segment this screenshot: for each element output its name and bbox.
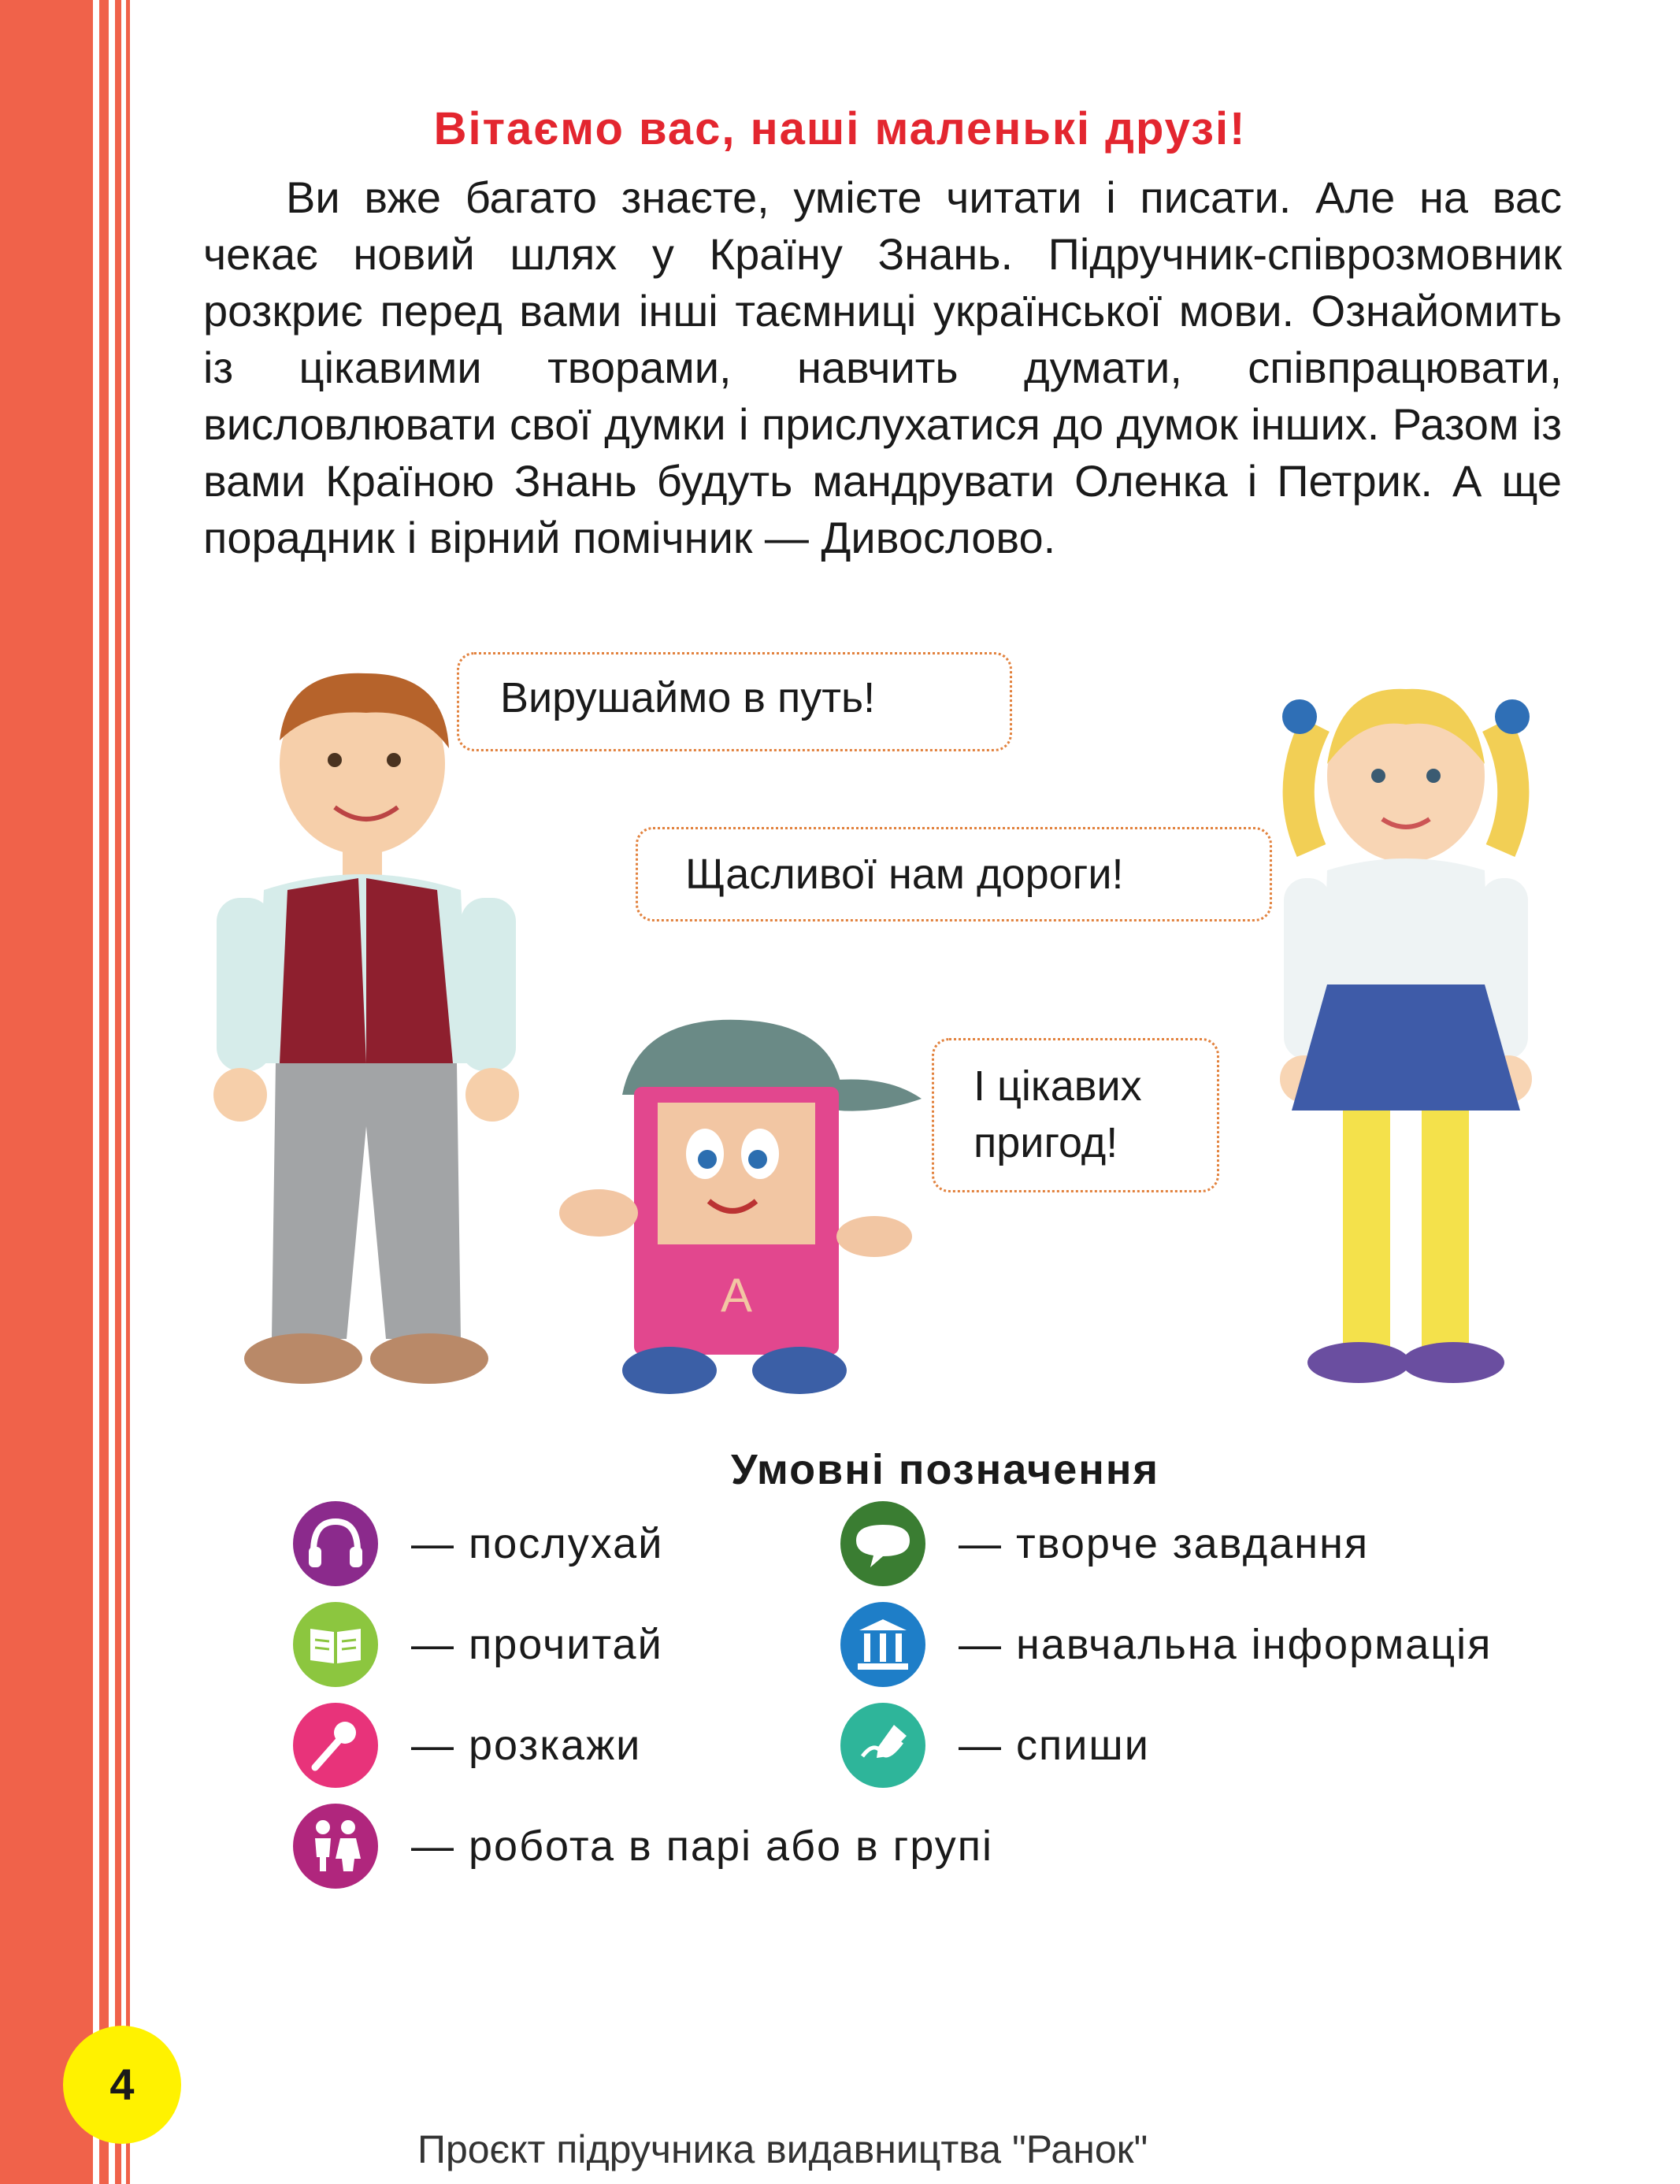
side-stripe	[99, 0, 109, 2184]
footer-note: Проєкт підручника видавництва "Ранок"	[417, 2127, 1148, 2171]
legend-text: — робота в парі або в групі	[411, 1822, 994, 1870]
speech-text-line2: пригод!	[974, 1119, 1118, 1166]
girl-illustration	[1252, 669, 1559, 1394]
boy-illustration	[201, 654, 532, 1410]
intro-text: Ви вже багато знаєте, умієте читати і писати. Але на вас чекає новий шлях у Країну Знань. Підручник-співрозмовник розкриє перед вами інші таємниці української мови. Ознайомить із цікавими творами, навчить думати, співпрацювати, висловлювати свої думки і прислухатися до думок інших. Разом із вами Країною Знань будуть мандрувати Оленка і Петрик. А ще порадник і вірний помічник — Дивослово.	[203, 172, 1562, 562]
legend-text: — прочитай	[411, 1621, 663, 1668]
side-stripe	[126, 0, 130, 2184]
legend-item-tell	[291, 1702, 641, 1789]
legend-item-read	[291, 1601, 663, 1688]
copy-pen-icon	[839, 1701, 927, 1789]
book-mascot-illustration	[551, 1008, 929, 1402]
side-band	[0, 0, 93, 2184]
speech-text-line1: І цікавих	[974, 1062, 1142, 1110]
legend-text: — навчальна інформація	[959, 1621, 1493, 1668]
info-building-icon	[839, 1600, 927, 1689]
legend-item-pair-work	[291, 1803, 993, 1889]
open-book-icon	[291, 1600, 380, 1689]
svg-text:A: A	[720, 1269, 753, 1322]
legend-item-listen	[291, 1500, 663, 1587]
legend-item-creative-task	[839, 1500, 1369, 1587]
speech-bubble-boy	[457, 652, 1012, 751]
speech-cloud-icon	[839, 1500, 927, 1588]
legend-text: — послухай	[411, 1520, 664, 1567]
legend-title: Умовні позначення	[730, 1446, 1160, 1493]
page-number: 4	[63, 2026, 181, 2144]
microphone-icon	[291, 1701, 380, 1789]
speech-text: Щасливої нам дороги!	[685, 851, 1124, 898]
page-title: Вітаємо вас, наші маленькі друзі!	[433, 103, 1247, 154]
speech-bubble-girl	[636, 827, 1272, 921]
intro-paragraph	[203, 169, 1562, 566]
headphones-icon	[291, 1500, 380, 1588]
side-stripe	[115, 0, 121, 2184]
legend-item-copy	[839, 1702, 1150, 1789]
children-pair-icon	[291, 1802, 380, 1890]
legend-text: — творче завдання	[959, 1520, 1370, 1567]
legend-text: — розкажи	[411, 1722, 642, 1769]
legend-text: — спиши	[959, 1722, 1150, 1769]
legend-item-info	[839, 1601, 1492, 1688]
speech-text: Вирушаймо в путь!	[500, 674, 876, 721]
speech-bubble-book	[932, 1038, 1219, 1192]
